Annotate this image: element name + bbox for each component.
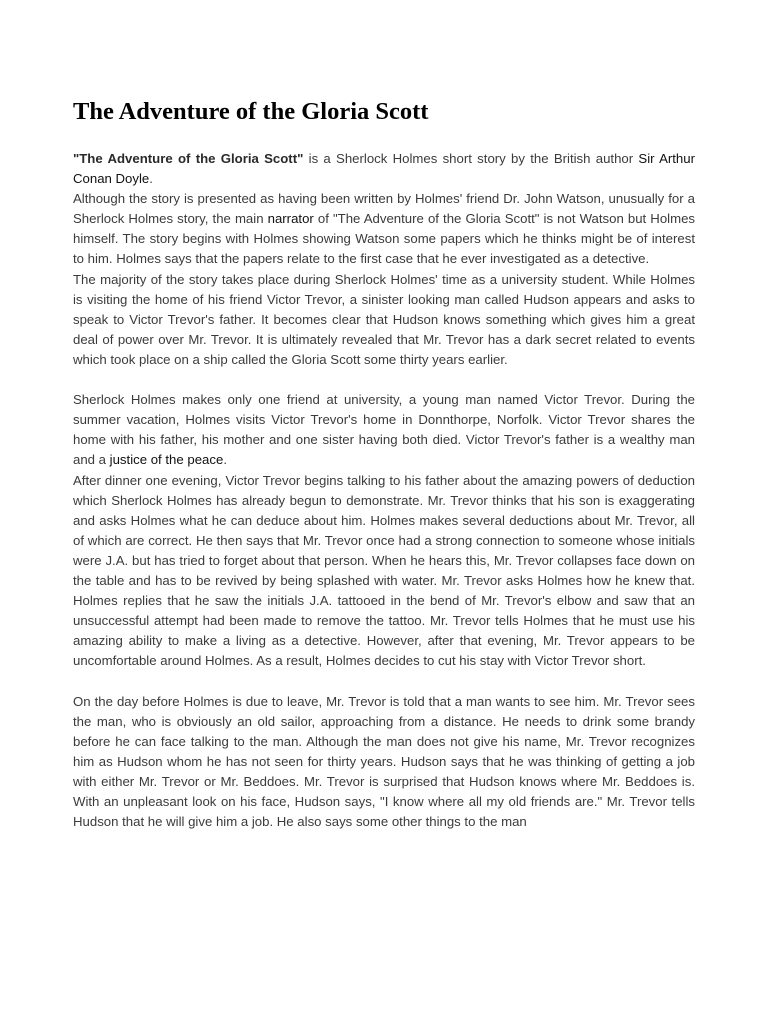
paragraph-dinner: After dinner one evening, Victor Trevor begins talking to his father about the amazing powers of deduction which Sherlock Holmes has already begun to demonstrate. Mr. Trevor thinks that his son is exaggerating and asks Holmes what he can deduce about him. Holmes makes several deductions about Mr. Trevor, all of which are correct. He then says that Mr. Trevor once had a strong connection to someone whose initials were J.A. but has tried to forget about that person. When he hears this, Mr. Trevor collapses face down on the table and has to be revived by being splashed with water. Mr. Trevor asks Holmes how he knew that. Holmes replies that he saw the initials J.A. tattooed in the bend of Mr. Trevor's elbow and saw that an unsuccessful attempt had been made to remove the tattoo. Mr. Trevor tells Holmes that he must use his amazing ability to make a living as a detective. However, after that evening, Mr. Trevor appears to be uncomfortable around Holmes. As a result, Holmes decides to cut his stay with Victor Trevor short. (73, 472, 695, 669)
paragraph-text: . (223, 452, 227, 468)
paragraph-text: Sherlock Holmes makes only one friend at university, a young man named Victor Trevor. During the summer vacation, Holmes visits Victor Trevor's home in Donnthorpe, Norfolk. Victor Trevor shares the home with his father, his mother and one sister having both died. Victor Trevor's father is a wealthy man and a (73, 392, 695, 468)
justice-of-the-peace-link[interactable]: justice of the peace (109, 452, 224, 468)
paragraph-university (73, 390, 695, 470)
author-link[interactable]: Sir Arthur Conan Doyle (73, 151, 695, 187)
paragraph-text: of "The Adventure of the Gloria Scott" is not Watson but Holmes himself. The story begins with Holmes showing Watson some papers which he thinks might be of interest to him. Holmes says that the papers relate to the first case that he ever investigated as a detective. (73, 211, 695, 267)
paragraph-text: Although the story is presented as having been written by Holmes' friend Dr. John Watson, unusually for a Sherlock Holmes story, the main (73, 191, 695, 227)
paragraph-intro (73, 149, 695, 189)
story-title-lead: "The Adventure of the Gloria Scott" (73, 151, 304, 166)
paragraph-summary: The majority of the story takes place during Sherlock Holmes' time as a university student. While Holmes is visiting the home of his friend Victor Trevor, a sinister looking man called Hudson appears and asks to speak to Victor Trevor's father. It becomes clear that Hudson knows something which gives him a great deal of power over Mr. Trevor. It is ultimately revealed that Mr. Trevor has a dark secret related to events which took place on a ship called the Gloria Scott some thirty years earlier. (73, 271, 695, 367)
document-title: The Adventure of the Gloria Scott (73, 98, 429, 125)
narrator-link[interactable]: narrator (267, 211, 314, 227)
document-page (73, 96, 695, 832)
paragraph-text: is a Sherlock Holmes short story by the British author (303, 151, 639, 166)
paragraph-hudson: On the day before Holmes is due to leave, Mr. Trevor is told that a man wants to see him. Mr. Trevor sees the man, who is obviously an old sailor, approaching from a distance. He needs to drink some brandy before he can face talking to the man. Although the man does not give his name, Mr. Trevor recognizes him as Hudson whom he has not seen for thirty years. Hudson says that he was thinking of getting a job with either Mr. Trevor or Mr. Beddoes. Mr. Trevor is surprised that Hudson knows where Mr. Beddoes is. With an unpleasant look on his face, Hudson says, "I know where all my old friends are." Mr. Trevor tells Hudson that he will give him a job. He also says some other things to the man (73, 693, 695, 830)
paragraph-text: . (149, 171, 153, 187)
document-body (73, 149, 695, 832)
paragraph-narrator (73, 189, 695, 269)
